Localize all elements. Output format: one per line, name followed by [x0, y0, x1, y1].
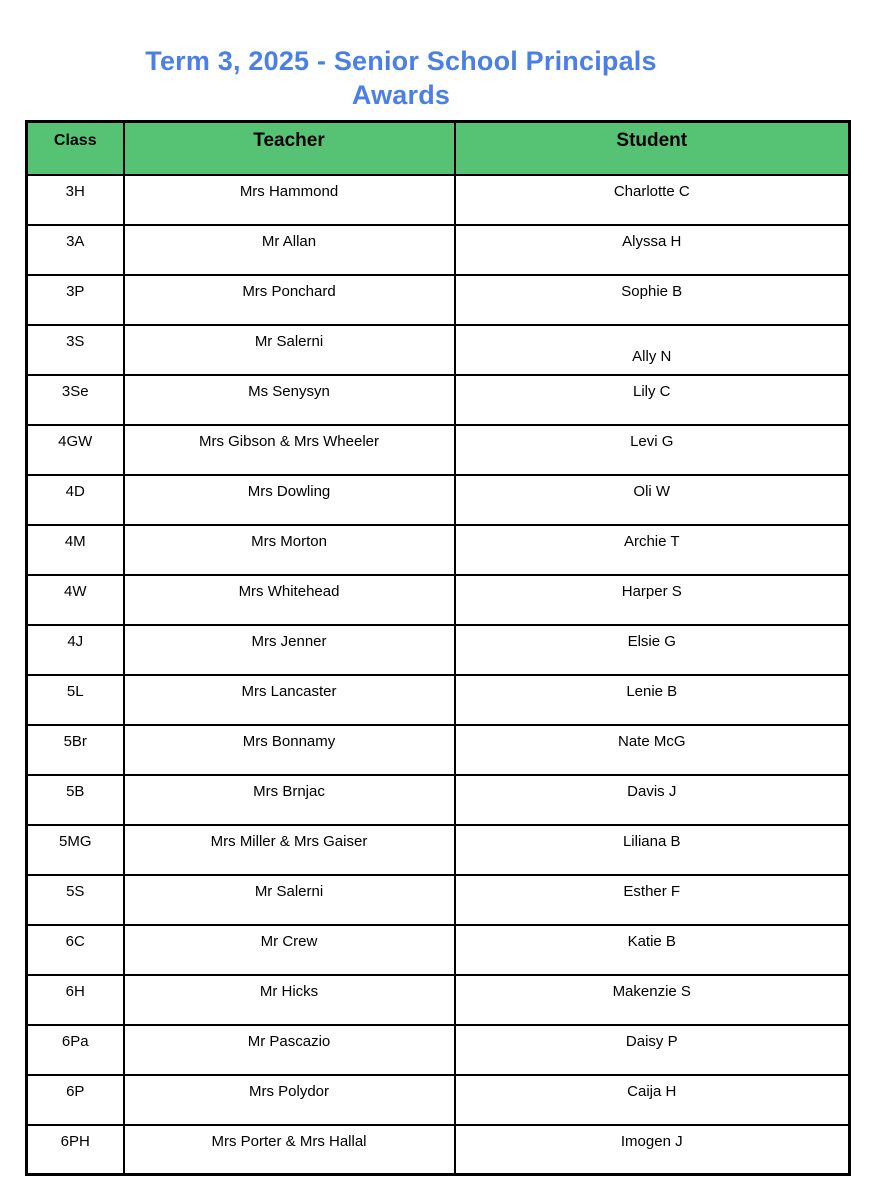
- student-cell: Nate McG: [455, 725, 850, 775]
- awards-table: [25, 120, 851, 1176]
- teacher-cell: Ms Senysyn: [124, 375, 455, 425]
- table-row: [27, 425, 850, 475]
- class-cell: 4W: [27, 575, 124, 625]
- teacher-cell: Mrs Polydor: [124, 1075, 455, 1125]
- page-title-line1: Term 3, 2025 - Senior School Principals: [145, 46, 657, 76]
- student-cell: Harper S: [455, 575, 850, 625]
- class-cell: 6Pa: [27, 1025, 124, 1075]
- class-cell: 6PH: [27, 1125, 124, 1175]
- student-cell: Makenzie S: [455, 975, 850, 1025]
- student-cell: Davis J: [455, 775, 850, 825]
- table-body: [27, 175, 850, 1175]
- class-cell: 4D: [27, 475, 124, 525]
- class-cell: 5B: [27, 775, 124, 825]
- table-row: [27, 875, 850, 925]
- student-cell: Charlotte C: [455, 175, 850, 225]
- class-cell: 6P: [27, 1075, 124, 1125]
- student-cell: Ally N: [455, 325, 850, 375]
- teacher-cell: Mr Hicks: [124, 975, 455, 1025]
- teacher-cell: Mrs Jenner: [124, 625, 455, 675]
- student-cell: Lily C: [455, 375, 850, 425]
- class-cell: 6H: [27, 975, 124, 1025]
- table-row: [27, 325, 850, 375]
- teacher-cell: Mrs Porter & Mrs Hallal: [124, 1125, 455, 1175]
- class-cell: 4J: [27, 625, 124, 675]
- student-cell: Archie T: [455, 525, 850, 575]
- student-cell: Lenie B: [455, 675, 850, 725]
- table-row: [27, 475, 850, 525]
- table-row: [27, 275, 850, 325]
- class-cell: 3P: [27, 275, 124, 325]
- class-cell: 4M: [27, 525, 124, 575]
- teacher-cell: Mr Pascazio: [124, 1025, 455, 1075]
- header-cell-teacher: Teacher: [124, 122, 455, 175]
- table-row: [27, 825, 850, 875]
- teacher-cell: Mrs Ponchard: [124, 275, 455, 325]
- student-cell: Elsie G: [455, 625, 850, 675]
- teacher-cell: Mrs Brnjac: [124, 775, 455, 825]
- table-row: [27, 925, 850, 975]
- teacher-cell: Mrs Dowling: [124, 475, 455, 525]
- teacher-cell: Mrs Gibson & Mrs Wheeler: [124, 425, 455, 475]
- table-row: [27, 225, 850, 275]
- class-cell: 5S: [27, 875, 124, 925]
- table-row: [27, 525, 850, 575]
- teacher-cell: Mrs Miller & Mrs Gaiser: [124, 825, 455, 875]
- table-row: [27, 675, 850, 725]
- class-cell: 5L: [27, 675, 124, 725]
- student-cell: Esther F: [455, 875, 850, 925]
- student-cell: Daisy P: [455, 1025, 850, 1075]
- table-row: [27, 1125, 850, 1175]
- teacher-cell: Mr Crew: [124, 925, 455, 975]
- table-row: [27, 725, 850, 775]
- class-cell: 4GW: [27, 425, 124, 475]
- table-row: [27, 575, 850, 625]
- student-cell: Imogen J: [455, 1125, 850, 1175]
- table-row: [27, 775, 850, 825]
- teacher-cell: Mr Salerni: [124, 875, 455, 925]
- teacher-cell: Mr Allan: [124, 225, 455, 275]
- table-row: [27, 625, 850, 675]
- teacher-cell: Mrs Lancaster: [124, 675, 455, 725]
- table-row: [27, 1075, 850, 1125]
- page-title: [71, 44, 731, 112]
- class-cell: 6C: [27, 925, 124, 975]
- class-cell: 3Se: [27, 375, 124, 425]
- header-cell-class: Class: [27, 122, 124, 175]
- table-row: [27, 1025, 850, 1075]
- student-cell: Katie B: [455, 925, 850, 975]
- table-row: [27, 375, 850, 425]
- table-header-row: [27, 122, 850, 175]
- class-cell: 5MG: [27, 825, 124, 875]
- student-cell: Oli W: [455, 475, 850, 525]
- class-cell: 3H: [27, 175, 124, 225]
- class-cell: 5Br: [27, 725, 124, 775]
- table-row: [27, 975, 850, 1025]
- page-title-line2: Awards: [351, 80, 451, 110]
- student-cell: Sophie B: [455, 275, 850, 325]
- student-cell: Liliana B: [455, 825, 850, 875]
- student-cell: Levi G: [455, 425, 850, 475]
- teacher-cell: Mrs Hammond: [124, 175, 455, 225]
- teacher-cell: Mrs Bonnamy: [124, 725, 455, 775]
- class-cell: 3A: [27, 225, 124, 275]
- teacher-cell: Mrs Whitehead: [124, 575, 455, 625]
- header-cell-student: Student: [455, 122, 850, 175]
- class-cell: 3S: [27, 325, 124, 375]
- student-cell: Alyssa H: [455, 225, 850, 275]
- teacher-cell: Mr Salerni: [124, 325, 455, 375]
- table-row: [27, 175, 850, 225]
- student-cell: Caija H: [455, 1075, 850, 1125]
- teacher-cell: Mrs Morton: [124, 525, 455, 575]
